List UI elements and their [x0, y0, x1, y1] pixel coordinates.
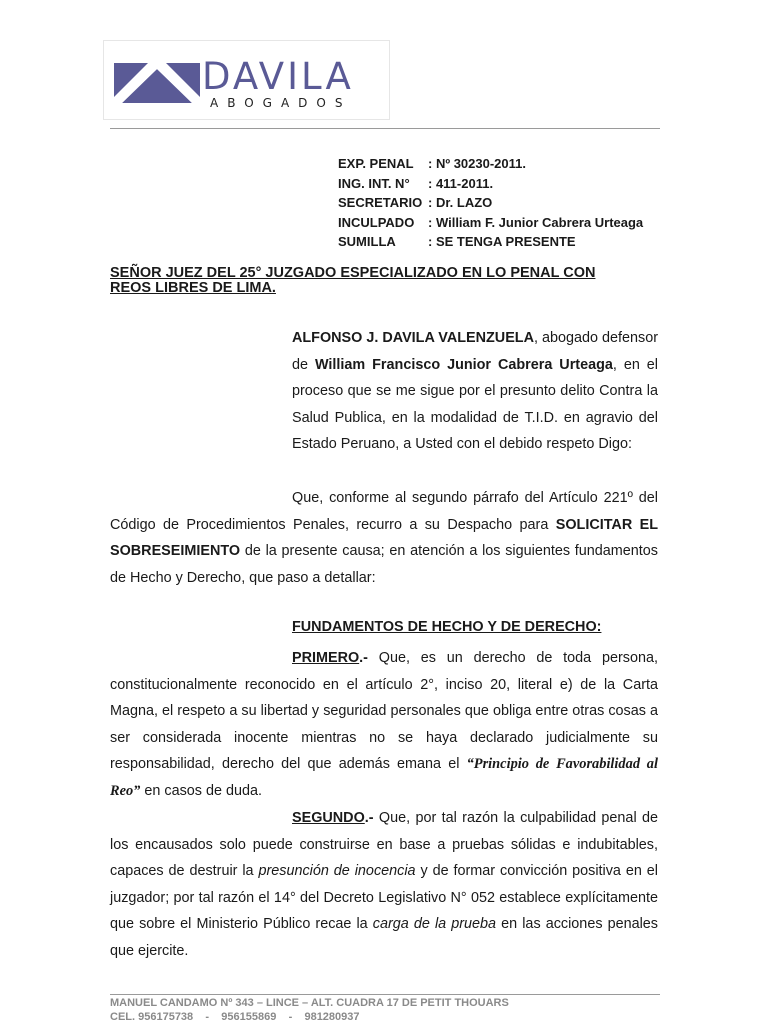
- segundo-text: en las acciones penales que ejercite.: [110, 916, 659, 959]
- case-header-value: : William F. Junior Cabrera Urteaga: [428, 214, 644, 230]
- request-text: de la presente causa; en atención a los siguientes fundamentos de Hecho y Derecho, que paso a detallar:: [110, 543, 658, 586]
- primero-text: en casos de duda.: [140, 782, 263, 799]
- fundamentos-heading: FUNDAMENTOS DE HECHO Y DE DERECHO:: [292, 619, 602, 635]
- case-header-label: SECRETARIO: [338, 195, 423, 210]
- case-header-value: : SE TENGA PRESENTE: [428, 234, 576, 249]
- case-header-label: EXP. PENAL: [338, 156, 414, 171]
- segundo-lead: [292, 810, 374, 826]
- primero-label-tail: .-: [359, 650, 368, 666]
- case-header-row: [338, 174, 643, 194]
- mountain-logo-icon: [114, 59, 200, 103]
- case-header-row: [338, 193, 643, 213]
- case-header-value: : Dr. LAZO: [428, 195, 493, 210]
- case-header-label: SUMILLA: [338, 234, 396, 249]
- primero-paragraph: [110, 645, 658, 805]
- presuncion-italic: presunción de inocencia: [258, 863, 416, 880]
- header-divider: [110, 128, 660, 129]
- intro-text: , en el proceso que se me sigue por el presunto delito Contra la Salud Publica, en la modalidad de T.I.D. en agravio del Estado Peruano, a Usted con el debido respeto Digo:: [292, 356, 658, 453]
- indent: [110, 650, 292, 666]
- indent: [110, 810, 292, 826]
- footer-divider: [110, 994, 660, 995]
- case-header-row: [338, 213, 643, 233]
- logo-name: DAVILA: [202, 55, 354, 98]
- primero-text: Que, es un derecho de toda persona, constitucionalmente reconocido en el artículo 2°, inciso 20, literal e) de la Carta Magna, el respeto a su libertad y seguridad personales que obliga entre otras cosas a ser considerada inocente mientras no se haya declarado judicialmente su responsabilidad, derecho del que además emana el: [110, 650, 658, 773]
- case-header-label: ING. INT. N°: [338, 175, 410, 191]
- request-paragraph: [110, 485, 658, 591]
- footer-line: CEL. 956175738 - 956155869 - 981280937: [110, 1011, 360, 1023]
- case-header-label: INCULPADO: [338, 214, 415, 230]
- segundo-label: SEGUNDO: [292, 810, 365, 826]
- request-highlight: SOLICITAR EL SOBRESEIMIENTO: [110, 516, 658, 560]
- logo-subtitle: ABOGADOS: [210, 96, 352, 110]
- segundo-label-tail: .-: [364, 810, 374, 826]
- document-title: SEÑOR JUEZ DEL 25° JUZGADO ESPECIALIZADO EN LO PENAL CON REOS LIBRES DE LIMA.: [110, 265, 596, 296]
- case-header: [338, 154, 643, 252]
- segundo-paragraph: [110, 805, 658, 965]
- intro-text: , abogado defensor de: [292, 330, 659, 373]
- footer-address: [110, 996, 509, 1024]
- case-header-row: [338, 154, 643, 174]
- intro-paragraph: [292, 325, 658, 458]
- case-header-row: [338, 232, 643, 252]
- case-header-value: : Nº 30230-2011.: [428, 156, 526, 171]
- principio-quote: “Principio de Favorabilidad al Reo”: [110, 756, 658, 799]
- client-name: William Francisco Junior Cabrera Urteaga: [314, 356, 613, 373]
- case-header-value: : 411-2011.: [428, 175, 494, 191]
- request-text: Que, conforme al segundo párrafo del Artículo 221º del Código de Procedimientos Penales, recurro a su Despacho para: [110, 490, 658, 533]
- footer-line: MANUEL CANDAMO Nº 343 – LINCE – ALT. CUADRA 17 DE PETIT THOUARS: [110, 997, 509, 1009]
- primero-label: PRIMERO: [292, 650, 360, 666]
- lawyer-name: ALFONSO J. DAVILA VALENZUELA: [292, 330, 534, 346]
- carga-italic: carga de la prueba: [372, 916, 497, 933]
- primero-lead: [292, 650, 368, 666]
- firm-logo: [103, 40, 390, 120]
- segundo-text: Que, por tal razón la culpabilidad penal de los encausados solo puede construirse en base a pruebas sólidas e indubitables, capaces de destruir la: [110, 810, 658, 880]
- segundo-text: y de formar convicción positiva en el juzgador; por tal razón el 14° del Decreto Legislativo N° 052 establece explícitamente que sobre el Ministerio Público recae la: [110, 863, 658, 933]
